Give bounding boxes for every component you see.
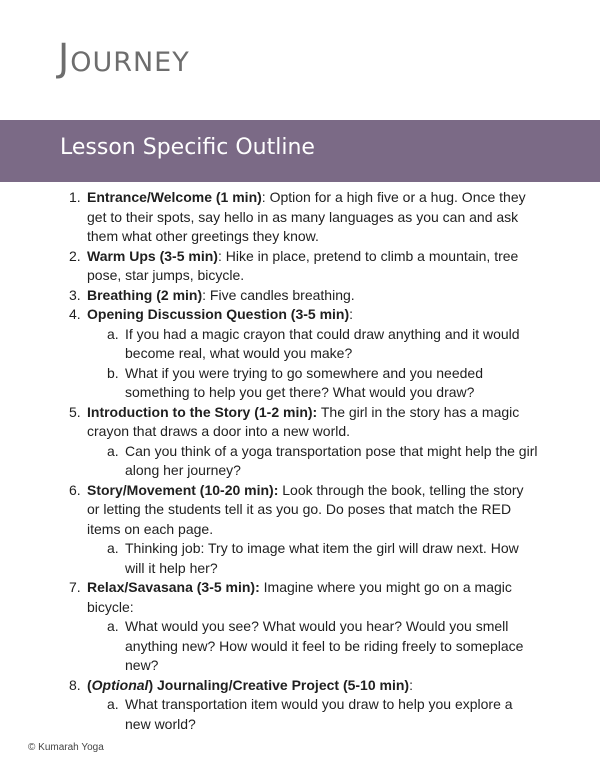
item-label: Relax/Savasana (3-5 min): <box>87 579 260 595</box>
item-number: 4. <box>69 306 81 322</box>
item-number: 6. <box>69 481 81 498</box>
item-number: 1. <box>69 189 81 205</box>
item-text: : Hike in place, pretend to climb a mountain, tree pose, star jumps, bicycle. <box>87 247 519 283</box>
item-number: 2. <box>69 247 81 264</box>
item-text: : Option for a high five or a hug. Once they get to their spots, say hello in as many languages as you can and ask them what other greetings they know. <box>87 189 526 244</box>
outline-item <box>69 676 539 735</box>
item-label: Warm Ups (3-5 min) <box>87 247 218 264</box>
outline-list <box>69 188 539 734</box>
sub-item <box>87 325 539 364</box>
item-label <box>87 677 409 693</box>
sub-item-text: If you had a magic crayon that could draw anything and it would become real, what would you make? <box>125 325 520 361</box>
outline-item <box>69 286 539 306</box>
section-banner <box>0 120 600 182</box>
outline-item <box>69 247 539 286</box>
sub-item-text: Can you think of a yoga transportation pose that might help the girl along her journey? <box>125 442 538 478</box>
item-number: 3. <box>69 286 81 303</box>
item-label: Opening Discussion Question (3-5 min) <box>87 306 350 322</box>
page-title: Journey <box>58 36 190 80</box>
item-text: : <box>409 676 413 693</box>
item-number: 7. <box>69 579 81 595</box>
item-number: 8. <box>69 676 81 693</box>
outline-item <box>69 188 539 247</box>
sub-item-text: What transportation item would you draw to help you explore a new world? <box>125 696 513 732</box>
sub-item <box>87 617 539 676</box>
sub-list <box>87 442 539 481</box>
sub-list <box>87 695 539 734</box>
item-label-rest: ) Journaling/Creative Project (5-10 min) <box>148 676 410 693</box>
sub-item-letter: a. <box>107 325 119 342</box>
sub-item-text: What if you were trying to go somewhere and you needed something to help you get there? What would you draw? <box>125 364 483 400</box>
item-label-optional: Optional <box>91 676 149 693</box>
item-label: Introduction to the Story (1-2 min): <box>87 403 318 420</box>
sub-item-text: Thinking job: Try to image what item the girl will draw next. How will it help her? <box>125 540 519 576</box>
sub-list <box>87 617 539 676</box>
sub-item-letter: a. <box>107 696 119 712</box>
item-number: 5. <box>69 403 81 420</box>
outline-item <box>69 578 539 676</box>
sub-item-letter: a. <box>107 618 119 634</box>
item-label: Entrance/Welcome (1 min) <box>87 189 262 205</box>
copyright-footer: © Kumarah Yoga <box>28 742 104 753</box>
outline-item <box>69 403 539 481</box>
sub-item-letter: a. <box>107 540 119 556</box>
item-text: Look through the book, telling the story or letting the students tell it as you go. Do poses that match the RED items on each page. <box>87 481 524 537</box>
item-text: : Five candles breathing. <box>202 286 355 303</box>
item-text: Imagine where you might go on a magic bicycle: <box>87 579 512 615</box>
sub-item <box>87 442 539 481</box>
sub-list <box>87 325 539 403</box>
sub-item <box>87 539 539 578</box>
sub-item-letter: a. <box>107 442 119 459</box>
sub-item <box>87 364 539 403</box>
outline-item <box>69 481 539 579</box>
sub-item-text: What would you see? What would you hear? Would you smell anything new? How would it feel to be riding freely to someplace new? <box>125 618 524 673</box>
sub-item <box>87 695 539 734</box>
section-heading: Lesson Specific Outline <box>60 135 315 160</box>
item-text: : <box>349 306 354 322</box>
outline-item <box>69 305 539 403</box>
item-label-prefix: ( <box>87 676 92 693</box>
item-label: Story/Movement (10-20 min): <box>87 481 279 498</box>
sub-item-letter: b. <box>107 364 119 381</box>
sub-list <box>87 539 539 578</box>
item-label: Breathing (2 min) <box>87 286 203 303</box>
item-text: The girl in the story has a magic crayon that draws a door into a new world. <box>87 403 520 439</box>
lesson-outline <box>69 188 539 734</box>
